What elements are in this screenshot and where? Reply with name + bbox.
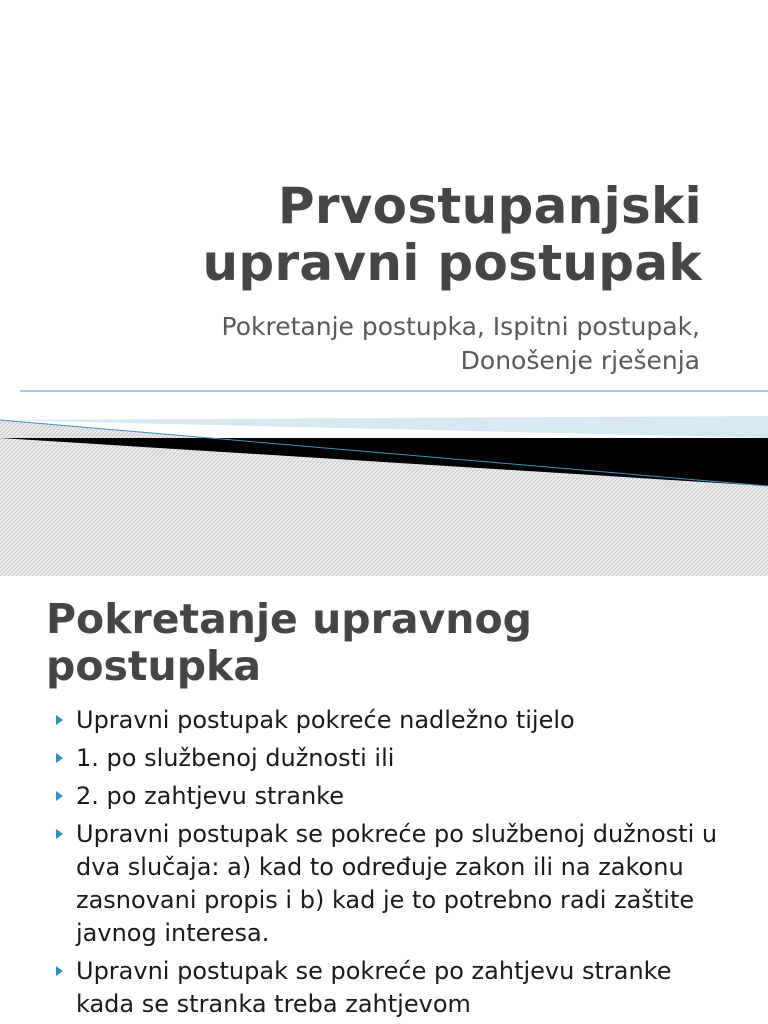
bullet-text: 1. po službenoj dužnosti ili [76, 744, 395, 772]
bullet-item [50, 704, 730, 737]
bullet-text: Upravni postupak pokreće nadležno tijelo [76, 706, 575, 734]
decorative-bands [0, 380, 768, 576]
bullet-item [50, 780, 730, 813]
slide-heading-line: postupka [46, 642, 261, 690]
slide-subtitle [40, 310, 700, 378]
slide-heading-line: Pokretanje upravnog [46, 595, 532, 643]
bullet-list [50, 704, 730, 1024]
bullet-text: Upravni postupak se pokreće po zahtjevu stranke kada se stranka treba zahtjevom [76, 957, 672, 1018]
bullet-item [50, 742, 730, 775]
slide-title-line: upravni postupak [202, 234, 702, 292]
bullet-arrow-icon [56, 966, 63, 976]
bullet-text: 2. po zahtjevu stranke [76, 782, 344, 810]
slide-subtitle-line: Donošenje rješenja [460, 346, 700, 375]
bullet-text: Upravni postupak se pokreće po službenoj dužnosti u dva slučaja: a) kad to određuje zakon ili na zakonu zasnovani propis i b) kad je to potrebno radi zaštite javnog interesa. [76, 820, 718, 947]
bullet-arrow-icon [56, 753, 63, 763]
bullet-arrow-icon [56, 829, 63, 839]
bullet-item [50, 955, 730, 1021]
bullet-item [50, 818, 730, 950]
bullet-arrow-icon [56, 791, 63, 801]
content-slide [0, 576, 768, 1024]
slide-title [42, 178, 702, 292]
slide-title-line: Prvostupanjski [277, 177, 702, 235]
bullet-arrow-icon [56, 715, 63, 725]
slide-heading [46, 596, 726, 690]
slide-subtitle-line: Pokretanje postupka, Ispitni postupak, [221, 312, 700, 341]
